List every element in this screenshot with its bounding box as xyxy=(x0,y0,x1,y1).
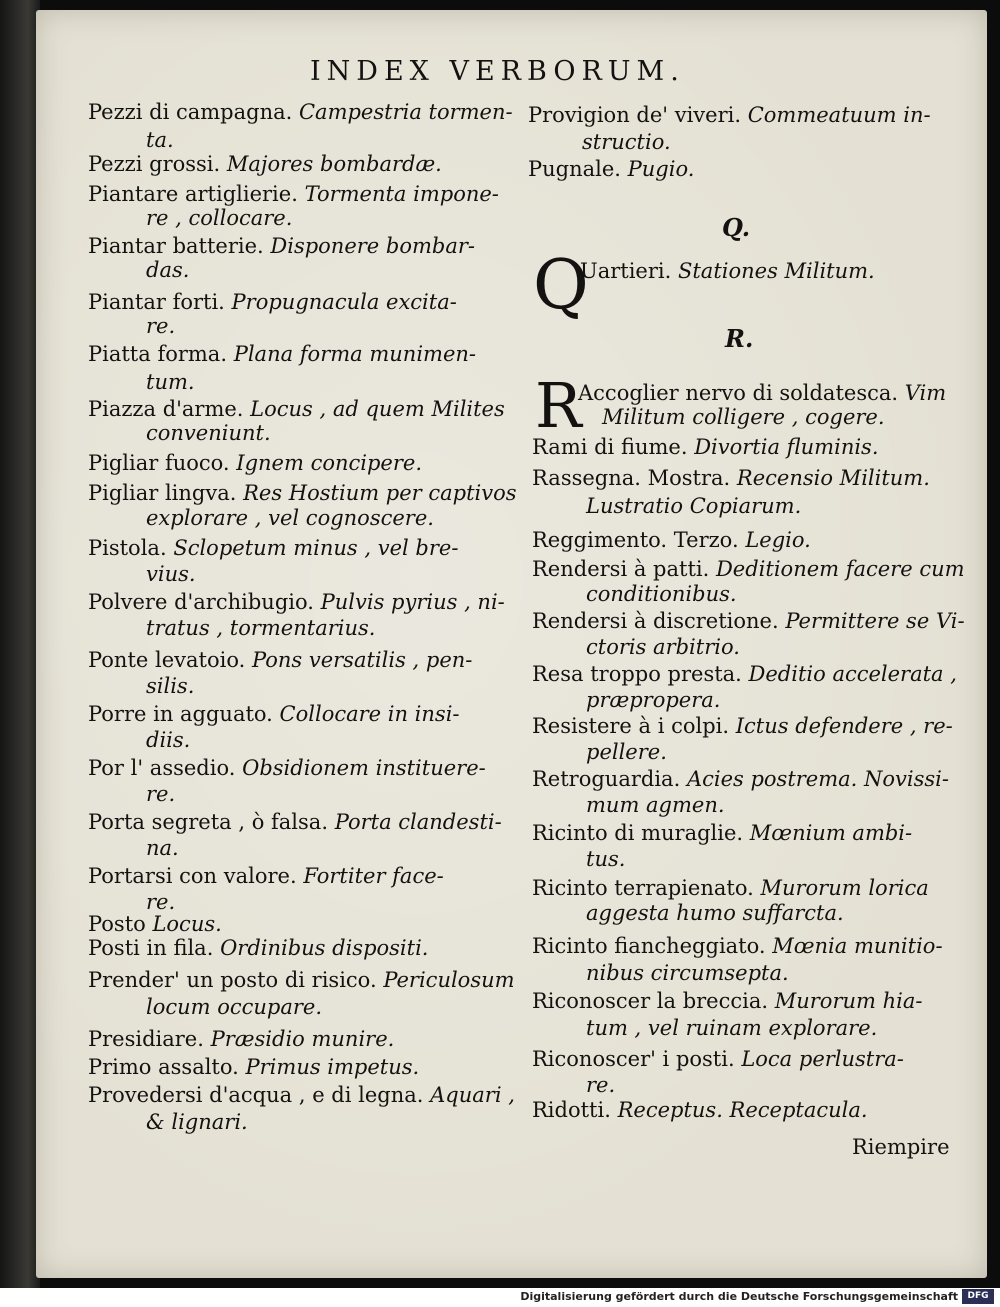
latin-translation: præpropera. xyxy=(586,688,721,712)
left-entry-36 xyxy=(88,1083,515,1107)
latin-translation: Tormenta impone- xyxy=(304,182,499,206)
latin-translation: Acies postrema. Novissi- xyxy=(686,767,949,791)
right-entry-17 xyxy=(586,740,667,764)
latin-translation: Pons versatilis , pen- xyxy=(251,648,473,672)
latin-translation: nibus circumsepta. xyxy=(586,961,789,985)
right-entry-6 xyxy=(532,435,879,459)
right-entry-25 xyxy=(586,961,789,985)
left-entry-5 xyxy=(88,234,475,258)
italian-term: Posti in fila. xyxy=(88,936,214,960)
right-entry-21 xyxy=(586,847,625,871)
left-entry-15 xyxy=(146,506,434,530)
right-entry-3 xyxy=(580,259,875,283)
left-entry-28 xyxy=(88,864,444,888)
right-entry-5 xyxy=(602,405,885,429)
funding-credit: Digitalisierung gefördert durch die Deutsche Forschungsgemeinschaft xyxy=(520,1290,958,1303)
latin-translation: re. xyxy=(146,314,176,338)
latin-translation: re. xyxy=(146,782,176,806)
italian-term: Pistola. xyxy=(88,536,167,560)
latin-translation: Deditionem facere cum xyxy=(715,557,965,581)
latin-translation: & lignari. xyxy=(146,1110,248,1134)
latin-translation: Ordinibus dispositi. xyxy=(220,936,429,960)
italian-term: Pigliar fuoco. xyxy=(88,451,230,475)
left-entry-25 xyxy=(146,782,175,806)
right-entry-15 xyxy=(586,688,720,712)
left-entry-18 xyxy=(88,590,505,614)
latin-translation: Aquari , xyxy=(430,1083,515,1107)
italian-term: Presidiare. xyxy=(88,1027,204,1051)
left-entry-9 xyxy=(88,342,476,366)
italian-term: Portarsi con valore. xyxy=(88,864,297,888)
left-entry-2 xyxy=(88,152,442,176)
latin-translation: conveniunt. xyxy=(146,421,271,445)
italian-term: Retroguardia. xyxy=(532,767,681,791)
latin-translation: Propugnacula excita- xyxy=(231,290,457,314)
section-q-heading: Q. xyxy=(722,213,751,242)
latin-translation: ctoris arbitrio. xyxy=(586,635,740,659)
latin-translation: Obsidionem instituere- xyxy=(242,756,486,780)
italian-term: Resistere à i colpi. xyxy=(532,714,730,738)
italian-term: Prender' un posto di risico. xyxy=(88,968,377,992)
right-entry-14 xyxy=(532,662,957,686)
left-entry-16 xyxy=(88,536,458,560)
right-entry-7 xyxy=(532,466,930,490)
latin-translation: re. xyxy=(586,1073,616,1097)
italian-term: Porta segreta , ò falsa. xyxy=(88,810,328,834)
latin-translation: Plana forma munimen- xyxy=(233,342,476,366)
italian-term: Ricinto di muraglie. xyxy=(532,821,744,845)
left-entry-22 xyxy=(88,702,460,726)
latin-translation: mum agmen. xyxy=(586,793,725,817)
left-entry-30 xyxy=(88,912,222,936)
latin-translation: re. xyxy=(146,890,176,914)
italian-term: Pigliar lingva. xyxy=(88,481,237,505)
right-entry-2 xyxy=(528,157,694,181)
right-entry-11 xyxy=(586,582,737,606)
latin-translation: Locus , ad quem Milites xyxy=(250,397,505,421)
latin-translation: Recensio Militum. xyxy=(736,466,930,490)
italian-term: Provedersi d'acqua , e di legna. xyxy=(88,1083,424,1107)
left-entry-34 xyxy=(88,1027,394,1051)
latin-translation: tratus , tormentarius. xyxy=(146,616,376,640)
left-entry-21 xyxy=(146,674,194,698)
right-entry-22 xyxy=(532,876,929,900)
latin-translation: structio. xyxy=(582,130,671,154)
latin-translation: Ictus defendere , re- xyxy=(735,714,953,738)
latin-translation: das. xyxy=(146,258,190,282)
latin-translation: Stationes Militum. xyxy=(677,259,875,283)
right-entry-13 xyxy=(586,635,740,659)
italian-term: Rassegna. Mostra. xyxy=(532,466,731,490)
italian-term: Piantar forti. xyxy=(88,290,225,314)
left-entry-23 xyxy=(146,728,190,752)
left-entry-32 xyxy=(88,968,515,992)
latin-translation: Deditio accelerata , xyxy=(748,662,957,686)
right-entry-12 xyxy=(532,609,965,633)
italian-term: Ridotti. xyxy=(532,1098,611,1122)
dfg-logo: DFG xyxy=(962,1289,994,1304)
right-entry-20 xyxy=(532,821,912,845)
right-entry-18 xyxy=(532,767,949,791)
latin-translation: ta. xyxy=(146,128,174,152)
italian-term: Por l' assedio. xyxy=(88,756,236,780)
italian-term: Pezzi di campagna. xyxy=(88,100,293,124)
italian-term: Primo assalto. xyxy=(88,1055,239,1079)
left-entry-24 xyxy=(88,756,486,780)
right-entry-4 xyxy=(578,381,946,405)
italian-term: Piantar batterie. xyxy=(88,234,264,258)
latin-translation: tum , vel ruinam explorare. xyxy=(586,1016,878,1040)
latin-translation: Disponere bombar- xyxy=(270,234,475,258)
latin-translation: Porta clandesti- xyxy=(334,810,502,834)
right-entry-28 xyxy=(532,1047,904,1071)
latin-translation: Murorum hia- xyxy=(774,989,923,1013)
latin-translation: Collocare in insi- xyxy=(279,702,460,726)
latin-translation: Sclopetum minus , vel bre- xyxy=(173,536,459,560)
latin-translation: vius. xyxy=(146,562,196,586)
left-entry-13 xyxy=(88,451,422,475)
left-entry-31 xyxy=(88,936,428,960)
italian-term: Uartieri. xyxy=(580,259,672,283)
left-entry-35 xyxy=(88,1055,419,1079)
latin-translation: Vim xyxy=(904,381,947,405)
section-r-heading: R. xyxy=(725,324,754,353)
drop-cap-r: R xyxy=(535,369,582,442)
right-entry-30 xyxy=(532,1098,868,1122)
adjacent-page-edge xyxy=(0,0,40,1288)
italian-term: Piazza d'arme. xyxy=(88,397,244,421)
latin-translation: Receptus. Receptacula. xyxy=(617,1098,868,1122)
left-entry-19 xyxy=(146,616,375,640)
latin-translation: Mœnia munitio- xyxy=(772,934,943,958)
latin-translation: Permittere se Vi- xyxy=(785,609,965,633)
left-entry-33 xyxy=(146,995,322,1019)
latin-translation: tus. xyxy=(586,847,626,871)
latin-translation: diis. xyxy=(146,728,191,752)
left-entry-37 xyxy=(146,1110,248,1134)
left-entry-26 xyxy=(88,810,502,834)
latin-translation: Pulvis pyrius , ni- xyxy=(320,590,505,614)
right-entry-19 xyxy=(586,793,725,817)
italian-term: Provigion de' viveri. xyxy=(528,103,742,127)
italian-term: Accoglier nervo di soldatesca. xyxy=(578,381,899,405)
italian-term: Piatta forma. xyxy=(88,342,228,366)
latin-translation: Militum colligere , cogere. xyxy=(602,405,885,429)
italian-term: Polvere d'archibugio. xyxy=(88,590,314,614)
latin-translation: locum occupare. xyxy=(146,995,323,1019)
page-header: INDEX VERBORUM. xyxy=(310,56,685,87)
left-entry-27 xyxy=(146,836,179,860)
latin-translation: Legio. xyxy=(745,528,811,552)
left-entry-17 xyxy=(146,562,196,586)
italian-term: Piantare artiglierie. xyxy=(88,182,298,206)
latin-translation: Loca perlustra- xyxy=(741,1047,904,1071)
italian-term: Ricinto terrapienato. xyxy=(532,876,754,900)
latin-translation: Campestria tormen- xyxy=(298,100,513,124)
catchword: Riempire xyxy=(852,1135,950,1159)
right-entry-16 xyxy=(532,714,953,738)
left-entry-4 xyxy=(146,206,292,230)
latin-translation: Commeatuum in- xyxy=(747,103,931,127)
left-entry-12 xyxy=(146,421,271,445)
latin-translation: aggesta humo suffarcta. xyxy=(586,901,844,925)
latin-translation: re , collocare. xyxy=(146,206,293,230)
latin-translation: tum. xyxy=(146,370,195,394)
left-entry-10 xyxy=(146,370,195,394)
left-entry-7 xyxy=(88,290,457,314)
footer-bar xyxy=(0,1288,1000,1307)
latin-translation: Pugio. xyxy=(627,157,695,181)
italian-term: Resa troppo presta. xyxy=(532,662,742,686)
italian-term: Riconoscer la breccia. xyxy=(532,989,769,1013)
italian-term: Rendersi à discretione. xyxy=(532,609,779,633)
latin-translation: conditionibus. xyxy=(586,582,737,606)
latin-translation: explorare , vel cognoscere. xyxy=(146,506,434,530)
right-entry-27 xyxy=(586,1016,877,1040)
right-entry-23 xyxy=(586,901,844,925)
latin-translation: Periculosum xyxy=(383,968,515,992)
latin-translation: Locus. xyxy=(152,912,222,936)
latin-translation: Majores bombardæ. xyxy=(226,152,442,176)
right-entry-10 xyxy=(532,557,965,581)
right-entry-26 xyxy=(532,989,922,1013)
latin-translation: Res Hostium per captivos xyxy=(243,481,517,505)
italian-term: Pugnale. xyxy=(528,157,621,181)
italian-term: Reggimento. Terzo. xyxy=(532,528,739,552)
italian-term: Porre in agguato. xyxy=(88,702,273,726)
italian-term: Ponte levatoio. xyxy=(88,648,246,672)
latin-translation: Primus impetus. xyxy=(245,1055,420,1079)
italian-term: Rami di fiume. xyxy=(532,435,688,459)
latin-translation: Fortiter face- xyxy=(303,864,444,888)
latin-translation: Ignem concipere. xyxy=(236,451,422,475)
latin-translation: na. xyxy=(146,836,179,860)
latin-translation: silis. xyxy=(146,674,195,698)
italian-term: Posto xyxy=(88,912,146,936)
left-entry-20 xyxy=(88,648,472,672)
right-entry-0 xyxy=(528,103,931,127)
latin-translation: Præsidio munire. xyxy=(210,1027,395,1051)
left-entry-1 xyxy=(146,128,174,152)
right-entry-9 xyxy=(532,528,811,552)
right-entry-1 xyxy=(582,130,671,154)
latin-translation: Mœnium ambi- xyxy=(749,821,913,845)
right-entry-8 xyxy=(586,494,801,518)
italian-term: Ricinto fiancheggiato. xyxy=(532,934,766,958)
left-entry-8 xyxy=(146,314,175,338)
latin-translation: Murorum lorica xyxy=(760,876,929,900)
left-entry-3 xyxy=(88,182,499,206)
italian-term: Pezzi grossi. xyxy=(88,152,221,176)
left-entry-6 xyxy=(146,258,189,282)
right-entry-29 xyxy=(586,1073,615,1097)
italian-term: Rendersi à patti. xyxy=(532,557,710,581)
left-entry-0 xyxy=(88,100,513,124)
drop-cap-q: Q xyxy=(533,246,589,325)
latin-translation: Lustratio Copiarum. xyxy=(586,494,802,518)
latin-translation: pellere. xyxy=(586,740,667,764)
latin-translation: Divortia fluminis. xyxy=(694,435,879,459)
left-entry-29 xyxy=(146,890,175,914)
italian-term: Riconoscer' i posti. xyxy=(532,1047,735,1071)
left-entry-14 xyxy=(88,481,517,505)
left-entry-11 xyxy=(88,397,505,421)
right-entry-24 xyxy=(532,934,943,958)
